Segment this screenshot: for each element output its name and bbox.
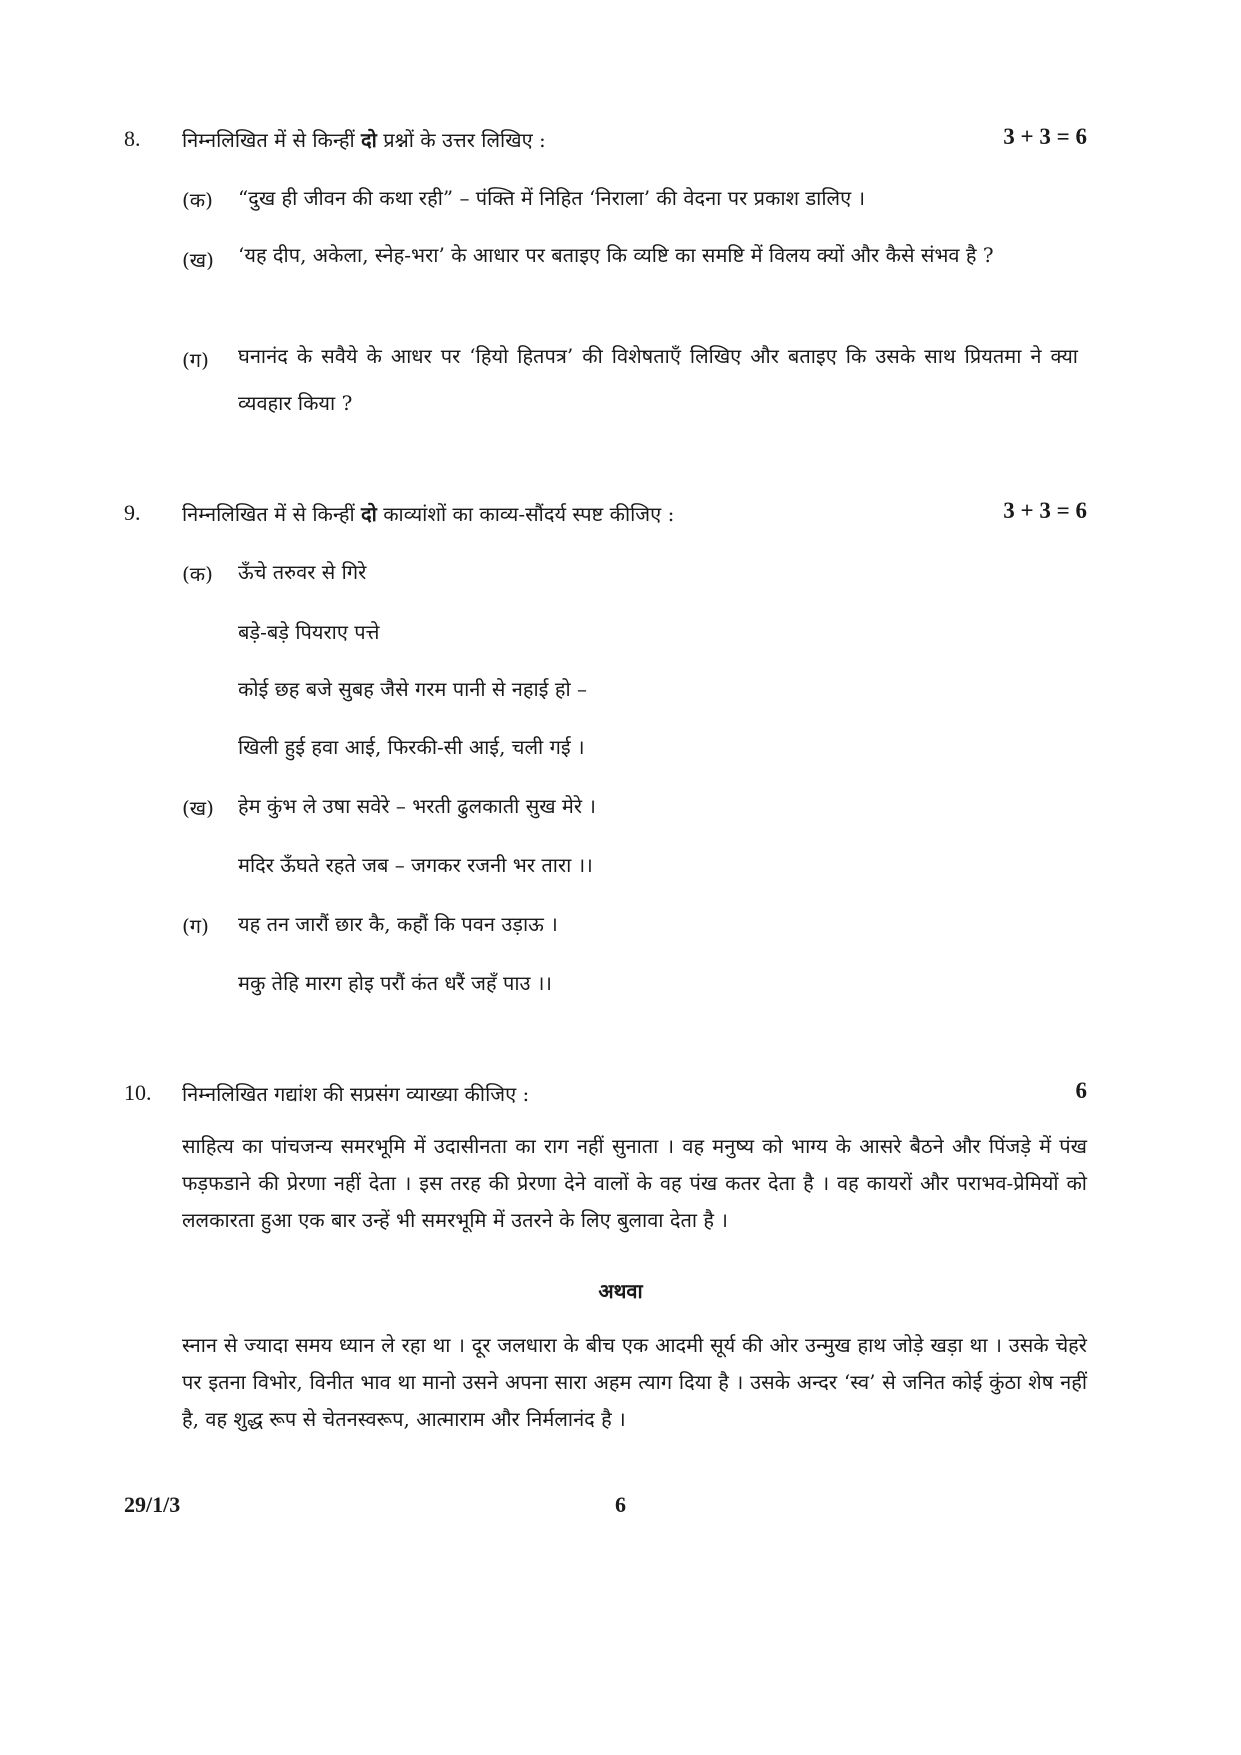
q8-part-label: (क) — [182, 188, 213, 212]
q8-part-text: “दुख ही जीवन की कथा रही” – पंक्ति में निहित ‘निराला’ की वेदना पर प्रकाश डालिए । — [238, 186, 866, 210]
q9-verse-line: हेम कुंभ ले उषा सवेरे – भरती ढुलकाती सुख मेरे । — [238, 794, 597, 818]
q8-marks: 3 + 3 = 6 — [1003, 124, 1087, 149]
q9-verse-line: खिली हुई हवा आई, फिरकी-सी आई, चली गई । — [238, 735, 585, 759]
paper-code: 29/1/3 — [124, 1492, 181, 1517]
q10-passage-1: साहित्य का पांचजन्य समरभूमि में उदासीनता का राग नहीं सुनाता । वह मनुष्य को भाग्य के आसरे बैठने और पिंजड़े में पंख फड़फडाने की प्रेरणा नहीं देता । इस तरह की प्रेरणा देने वालों के वह पंख कतर देता है । वह कायरों और पराभव-प्रेमियों को ललकारता हुआ एक बार उन्हें भी समरभूमि में उतरने के लिए बुलावा देता है । — [182, 1134, 1087, 1232]
q9-stem — [182, 500, 674, 527]
q8-part-text: घनानंद के सवैये के आधर पर ‘हियो हितपत्र’ की विशेषताएँ लिखिए और बताइए कि उसके साथ प्रियतमा ने क्या व्यवहार किया ? — [238, 344, 1078, 415]
q9-stem-bold: दो — [361, 502, 377, 526]
page-number: 6 — [615, 1492, 626, 1517]
q9-part-label: (ख) — [182, 796, 214, 820]
q9-part-label: (ग) — [182, 914, 209, 938]
q10-marks: 6 — [1075, 1078, 1087, 1103]
q9-verse-line: मकु तेहि मारग होइ परौं कंत धरैं जहँ पाउ ।। — [238, 971, 553, 995]
q8-number: 8. — [124, 126, 141, 151]
q9-stem-a: निम्नलिखित में से किन्हीं — [182, 502, 362, 526]
q8-stem-bold: दो — [361, 128, 377, 152]
q8-part-label: (ग) — [182, 348, 209, 372]
q8-stem-a: निम्नलिखित में से किन्हीं — [182, 128, 362, 152]
or-heading: अथवा — [598, 1279, 643, 1303]
q9-number: 9. — [124, 500, 141, 525]
q8-stem — [182, 126, 546, 153]
q9-verse-line: बड़े-बड़े पियराए पत्ते — [238, 620, 380, 644]
q8-stem-b: प्रश्नों के उत्तर लिखिए : — [376, 128, 546, 152]
q8-part-text: ‘यह दीप, अकेला, स्नेह-भरा’ के आधार पर बताइए कि व्यष्टि का समष्टि में विलय क्यों और कैसे संभव है ? — [238, 243, 994, 267]
q9-verse-line: मदिर ऊँघते रहते जब – जगकर रजनी भर तारा ।। — [238, 853, 593, 877]
q9-verse-line: ऊँचे तरुवर से गिरे — [238, 560, 367, 584]
q9-part-label: (क) — [182, 562, 213, 586]
q8-part-label: (ख) — [182, 248, 214, 272]
q10-number: 10. — [124, 1080, 152, 1105]
q9-stem-b: काव्यांशों का काव्य-सौंदर्य स्पष्ट कीजिए : — [376, 502, 675, 526]
q9-verse-line: यह तन जारौं छार कै, कहौं कि पवन उड़ाऊ । — [238, 912, 558, 936]
q10-passage-2: स्नान से ज्यादा समय ध्यान ले रहा था । दूर जलधारा के बीच एक आदमी सूर्य की ओर उन्मुख हाथ जोड़े खड़ा था । उसके चेहरे पर इतना विभोर, विनीत भाव था मानो उसने अपना सारा अहम त्याग दिया है । उसके अन्दर ‘स्व’ से जनित कोई कुंठा शेष नहीं है, वह शुद्ध रूप से चेतनस्वरूप, आत्माराम और निर्मलानंद है । — [182, 1333, 1087, 1431]
q10-stem: निम्नलिखित गद्यांश की सप्रसंग व्याख्या कीजिए : — [182, 1082, 530, 1106]
q9-marks: 3 + 3 = 6 — [1003, 498, 1087, 523]
q9-verse-line: कोई छह बजे सुबह जैसे गरम पानी से नहाई हो – — [238, 677, 588, 701]
